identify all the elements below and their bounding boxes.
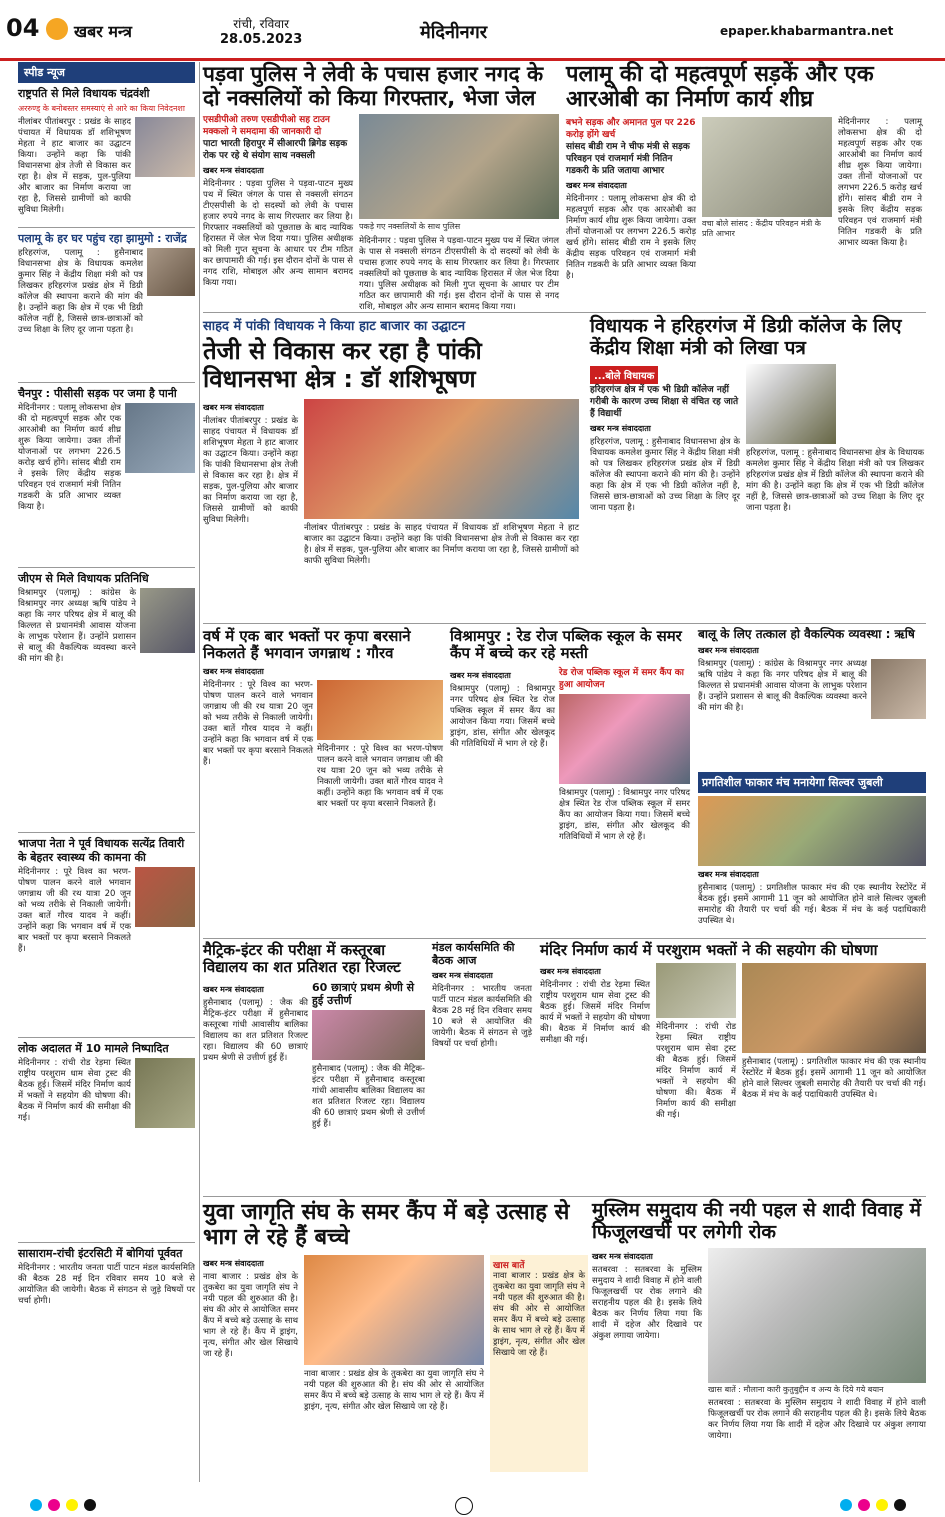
registration-dot [858,1499,870,1511]
page-header [0,0,945,61]
story-panki [203,316,583,621]
story-yuva-body: नावा बाजार : प्रखंड क्षेत्र के तुकबेरा का युवा जागृति संघ ने नयी पहल की शुरुआत की है। संघ की ओर से आयोजित समर कैंप में बच्चे बड़े उत्साह के साथ भाग ले रहे हैं। कैंप में ड्राइंग, नृत्य, संगीत और खेल सिखाये जा रहे हैं। [203,1271,298,1359]
story-mandal [432,942,532,1192]
brand-name: खबर मन्त्र [74,22,132,41]
registration-dot [48,1499,60,1511]
story-roads-caption: वचा बोले सांसद : केंद्रीय परिवहन मंत्री के प्रति आभार [702,218,821,238]
story-jubilee-photo-2 [742,963,926,1053]
registration-dot [876,1499,888,1511]
speed-item-title: भाजपा नेता ने पूर्व विधायक सत्येंद्र तिवारी के बेहतर स्वास्थ्य की कामना की [18,837,185,864]
story-college [590,316,926,621]
section-rule [203,1196,926,1197]
story-college-bullet: गरीबी के कारण उच्च शिक्षा से वंचित रह जाते हैं विद्यार्थी [590,396,739,419]
story-panki-headline: तेजी से विकास कर रहा है पांकी विधानसभा क्षेत्र : डॉ शशिभूषण [203,337,482,393]
story-muslim-body-cont: सतबरवा : सतबरवा के मुस्लिम समुदाय ने शादी विवाह में होने वाली फिजूलखर्ची पर रोक लगाने की सराहनीय पहल की है। इसके लिये बैठक कर निर्णय लिया गया कि शादी में दहेज और दिखावे पर अंकुश लगाया जायेगा। [708,1397,926,1441]
story-temple-headline: मंदिर निर्माण कार्य में परशुराम भक्तों ने की सहयोग की घोषणा [540,941,878,959]
section-rule [203,312,926,313]
speed-item-body: मेदिनीनगर : रांची रोड रेड़मा स्थित राष्ट्रीय परशुराम धाम सेवा ट्रस्ट की बैठक हुई। जिसमें मंदिर निर्माण कार्य में भक्तों ने सहयोग की घोषणा की। बैठक में निर्माण कार्य की समीक्षा की गई। [18,1058,131,1123]
date: 28.05.2023 [220,32,303,47]
story-balu-headline: बालू के लिए तत्काल हो वैकल्पिक व्यवस्था : ऋषि [698,627,915,641]
speed-item-body: हरिहरगंज, पलामू : हुसैनाबाद विधानसभा क्षेत्र के विधायक कमलेश कुमार सिंह ने केंद्रीय शिक्षा मंत्री को पत्र लिखकर हरिहरगंज प्रखंड क्षेत्र में डिग्री कॉलेज की स्थापना कराने की मांग की है। उन्होंने कहा कि क्षेत्र में एक भी डिग्री कॉलेज नहीं है, जिससे छात्र-छात्राओं को उच्च शिक्षा के लिए दूर जाना पड़ता है। [18,248,143,335]
story-jagannath-body: मेदिनीनगर : पूरे विश्व का भरण-पोषण पालन करने वाले भगवान जगन्नाथ जी की रथ यात्रा 20 जून को भव्य तरीके से निकाली जायेगी। उक्त बातें गौरव यादव ने कहीं। उन्होंने कहा कि भगवान वर्ष में एक बार भक्तों पर कृपा बरसाने निकलते हैं। [203,679,313,767]
story-roads-bullet: सांसद बीडी राम ने चीफ मंत्री से सड़क परिवहन एवं राजमार्ग मंत्री नितिन गडकरी के प्रति जताया आभार [566,141,690,176]
story-levy-body-cont: मेदिनीनगर : पड़वा पुलिस ने पड़वा-पाटन मुख्य पथ में स्थित जंगल के पास से नक्सली संगठन टीएसपीसी के दो सदस्यों को लेवी के पचास हजार रुपये नगद के साथ गिरफ्तार कर लिया है। गिरफ्तार नक्सलियों को पूछताछ के बाद न्यायिक हिरासत में जेल भेज दिया गया। पुलिस अधीक्षक को मिली गुप्त सूचना के आधार पर टीम गठित कर छापामारी की गई। इस दौरान दोनों के पास से नगद राशि, मोबाइल और अन्य सामान बरामद किया गया। [359,236,559,313]
story-muslim [592,1200,926,1485]
story-matric-headline: मैट्रिक-इंटर की परीक्षा में कस्तूरबा विद्यालय का शत प्रतिशत रहा रिजल्ट [203,941,401,977]
story-roads-body-cont: मेदिनीनगर : पलामू लोकसभा क्षेत्र की दो महत्वपूर्ण सड़क और एक आरओबी का निर्माण कार्य शीघ्र शुरू किया जायेगा। उक्त तीनों योजनाओं पर लगभग 226.5 करोड़ खर्च होंगे। सांसद बीडी राम ने इसके लिए केंद्रीय सड़क परिवहन एवं राजमार्ग मंत्री नितिन गडकरी के प्रति आभार व्यक्त किया है। [838,116,922,248]
speed-item [18,832,195,1037]
story-muslim-photo [708,1248,926,1383]
story-jagannath [203,628,443,933]
city-day: रांची, रविवार [233,17,289,31]
speed-item-title: पलामू के हर घर पहुंच रहा झामुमो : राजेंद्र [18,232,187,245]
byline: खबर मन्त्र संवाददाता [590,423,651,433]
speed-news-label: स्पीड न्यूज [18,62,195,83]
section-rule [203,938,926,939]
speed-item-body: नीलांबर पीतांबरपुर : प्रखंड के साहद पंचायत में विधायक डॉ शशिभूषण मेहता ने हाट बाजार का उद्घाटन किया। उन्होंने कहा कि पांकी विधानसभा क्षेत्र तेजी से विकास कर रहा है। क्षेत्र में सड़क, पुल-पुलिया और बाजार का निर्माण कराया जा रहा है, जिससे ग्रामीणों को काफी सुविधा मिलेगी। [18,117,131,215]
byline: खबर मन्त्र संवाददाता [432,971,493,981]
story-roads [566,62,926,310]
story-college-tag: ...बोले विधायक [590,366,658,384]
story-matric-body-cont: हुसैनाबाद (पलामू) : जैक की मैट्रिक-इंटर परीक्षा में हुसैनाबाद कस्तूरबा गांधी आवासीय बालिका विद्यालय का शत प्रतिशत रिजल्ट रहा। विद्यालय की 60 छात्राएं प्रथम श्रेणी से उत्तीर्ण हुई हैं। [312,1063,425,1129]
story-levy-body: मेदिनीनगर : पड़वा पुलिस ने पड़वा-पाटन मुख्य पथ में स्थित जंगल के पास से नक्सली संगठन टीएसपीसी के दो सदस्यों को लेवी के पचास हजार रुपये नगद के साथ गिरफ्तार कर लिया है। गिरफ्तार नक्सलियों को पूछताछ के बाद न्यायिक हिरासत में जेल भेज दिया गया। पुलिस अधीक्षक को मिली गुप्त सूचना के आधार पर टीम गठित कर छापामारी की गई। इस दौरान दोनों के पास से नगद राशि, मोबाइल और अन्य सामान बरामद किया गया। [203,179,353,289]
story-temple [540,942,926,1192]
byline: खबर मन्त्र संवाददाता [540,967,601,977]
story-jagannath-headline: वर्ष में एक बार भक्तों पर कृपा बरसाने निकलते हैं भगवान जगन्नाथ : गौरव [203,627,411,663]
speed-item-title: लोक अदालत में 10 मामले निष्पादित [18,1042,169,1055]
story-jubilee-headline: प्रगतिशील फाकार मंच मनायेगा सिल्वर जुबली [698,772,926,793]
registration-dot [894,1499,906,1511]
story-matric-photo [312,1010,425,1060]
speed-news-column [18,62,195,1482]
story-matric-body: हुसैनाबाद (पलामू) : जैक की मैट्रिक-इंटर परीक्षा में हुसैनाबाद कस्तूरबा गांधी आवासीय बालिका विद्यालय का शत प्रतिशत रिजल्ट रहा। विद्यालय की 60 छात्राएं प्रथम श्रेणी से उत्तीर्ण हुई हैं। [203,997,308,1063]
story-jagannath-body-cont: मेदिनीनगर : पूरे विश्व का भरण-पोषण पालन करने वाले भगवान जगन्नाथ जी की रथ यात्रा 20 जून को भव्य तरीके से निकाली जायेगी। उक्त बातें गौरव यादव ने कहीं। उन्होंने कहा कि भगवान वर्ष में एक बार भक्तों पर कृपा बरसाने निकलते हैं। [317,743,443,809]
speed-item [18,87,195,227]
registration-dot [66,1499,78,1511]
speed-item-title: राष्ट्रपति से मिले विधायक चंद्रवंशी [18,87,150,100]
byline: खबर मन्त्र संवाददाता [203,666,264,676]
speed-item-body: मेदिनीनगर : पलामू लोकसभा क्षेत्र की दो महत्वपूर्ण सड़क और एक आरओबी का निर्माण कार्य शीघ्र शुरू किया जायेगा। उक्त तीनों योजनाओं पर लगभग 226.5 करोड़ खर्च होंगे। सांसद बीडी राम ने इसके लिए केंद्रीय सड़क परिवहन एवं राजमार्ग मंत्री नितिन गडकरी के प्रति आभार व्यक्त किया है। [18,403,121,512]
story-jubilee-body-cont: हुसैनाबाद (पलामू) : प्रगतिशील फाकार मंच की एक स्थानीय रेस्टोरेंट में बैठक हुई। इसमें आगामी 11 जून को आयोजित होने वाले सिल्वर जुबली समारोह की तैयारी पर चर्चा की गई। बैठक में मंच के कई पदाधिकारी उपस्थित थे। [742,1057,926,1101]
byline: खबर मन्त्र संवाददाता [203,166,264,176]
story-rose-headline: विश्रामपुर : रेड रोज पब्लिक स्कूल के समर कैंप में बच्चे कर रहे मस्ती [450,627,682,663]
story-jubilee-body: हुसैनाबाद (पलामू) : प्रगतिशील फाकार मंच की एक स्थानीय रेस्टोरेंट में बैठक हुई। इसमें आगामी 11 जून को आयोजित होने वाले सिल्वर जुबली समारोह की तैयारी पर चर्चा की गई। बैठक में मंच के कई पदाधिकारी उपस्थित थे। [698,883,926,926]
story-matric [203,942,425,1192]
story-levy-bullet: पाटा भारती हिरापुर में सीआरपी ब्रिगेड सड़क रोक पर रहे थे संयोग साथ नक्सली [203,139,348,162]
story-panki-body-cont: नीलांबर पीतांबरपुर : प्रखंड के साहद पंचायत में विधायक डॉ शशिभूषण मेहता ने हाट बाजार का उद्घाटन किया। उन्होंने कहा कि पांकी विधानसभा क्षेत्र तेजी से विकास कर रहा है। क्षेत्र में सड़क, पुल-पुलिया और बाजार का निर्माण कराया जा रहा है, जिससे ग्रामीणों को काफी सुविधा मिलेगी। [304,523,579,567]
print-registration-marks [0,1491,945,1517]
story-balu [698,628,926,768]
speed-item [18,382,195,567]
story-muslim-headline: मुस्लिम समुदाय की नयी पहल से शादी विवाह में फिजूलखर्ची पर लगेगी रोक [592,1199,921,1243]
brand-logo-icon [46,18,68,40]
story-red-rose [450,628,690,933]
story-yuva-headline: युवा जागृति संघ के समर कैंप में बड़े उत्साह से भाग ले रहे हैं बच्चे [203,1200,570,1251]
story-yuva-sidebar-title: खास बातें [493,1260,525,1271]
story-jagannath-photo [317,680,443,740]
story-yuva [203,1200,588,1485]
story-college-bullet: हरिहरगंज क्षेत्र में एक भी डिग्री कॉलेज नहीं [590,384,729,395]
story-muslim-caption: खास बातें : मौलाना कारी कुतुबुद्दीन व अन्य के दिये गये बयान [708,1384,884,1394]
byline: खबर मन्त्र संवाददाता [450,670,511,680]
story-college-headline: विधायक ने हरिहरगंज में डिग्री कॉलेज के लिए केंद्रीय शिक्षा मंत्री को लिखा पत्र [590,315,902,359]
byline: खबर मन्त्र संवाददाता [203,984,264,994]
byline: खबर मन्त्र संवाददाता [203,1258,264,1268]
speed-item [18,1242,195,1507]
story-roads-body: मेदिनीनगर : पलामू लोकसभा क्षेत्र की दो महत्वपूर्ण सड़क और एक आरओबी का निर्माण कार्य शीघ्र शुरू किया जायेगा। उक्त तीनों योजनाओं पर लगभग 226.5 करोड़ खर्च होंगे। सांसद बीडी राम ने इसके लिए केंद्रीय सड़क परिवहन एवं राजमार्ग मंत्री नितिन गडकरी के प्रति आभार व्यक्त किया है। [566,193,696,281]
speed-item-body: विश्रामपुर (पलामू) : कांग्रेस के विश्रामपुर नगर अध्यक्ष ऋषि पांडेय ने कहा कि नगर परिषद क्षेत्र में बालू की किल्लत से प्रधानमंत्री आवास योजना के लाभुक परेशान हैं। उन्होंने प्रशासन से बालू की वैकल्पिक व्यवस्था करने की मांग की है। [18,588,136,664]
speed-item-photo [135,1058,195,1128]
page-number: 04 [6,14,40,42]
story-temple-photo [656,963,736,1018]
registration-dot [84,1499,96,1511]
story-yuva-body-cont: नावा बाजार : प्रखंड क्षेत्र के तुकबेरा का युवा जागृति संघ ने नयी पहल की शुरुआत की है। संघ की ओर से आयोजित समर कैंप में बच्चे बड़े उत्साह के साथ भाग ले रहे हैं। कैंप में ड्राइंग, नृत्य, संगीत और खेल सिखाये जा रहे हैं। [304,1368,484,1412]
story-roads-photo [702,117,832,217]
story-balu-photo [871,659,926,719]
story-rose-body-cont: विश्रामपुर (पलामू) : विश्रामपुर नगर परिषद क्षेत्र स्थित रेड रोज पब्लिक स्कूल में समर कैंप का आयोजन किया गया। जिसमें बच्चे ड्राइंग, डांस, संगीत और खेलकूद की गतिविधियों में भाग ले रहे हैं। [559,787,690,842]
byline: खबर मन्त्र संवाददाता [698,645,759,655]
story-college-photo [746,364,836,444]
speed-item [18,567,195,832]
column-rule [199,62,200,1482]
story-balu-body: विश्रामपुर (पलामू) : कांग्रेस के विश्रामपुर नगर अध्यक्ष ऋषि पांडेय ने कहा कि नगर परिषद क्षेत्र में बालू की किल्लत से प्रधानमंत्री आवास योजना के लाभुक परेशान हैं। उन्होंने प्रशासन से बालू की वैकल्पिक व्यवस्था करने की मांग की है। [698,658,867,713]
story-levy-caption: पकड़े गए नक्सलियों के साथ पुलिस [359,222,461,232]
byline: खबर मन्त्र संवाददाता [566,180,627,190]
story-panki-kicker: साहद में पांकी विधायक ने किया हाट बाजार का उद्घाटन [203,319,466,334]
speed-item-photo [125,403,195,473]
story-levy [203,62,559,313]
story-yuva-sidebar: नावा बाजार : प्रखंड क्षेत्र के तुकबेरा का युवा जागृति संघ ने नयी पहल की शुरुआत की है। संघ की ओर से आयोजित समर कैंप में बच्चे बड़े उत्साह के साथ भाग ले रहे हैं। कैंप में ड्राइंग, नृत्य, संगीत और खेल सिखाये जा रहे हैं। [493,1270,585,1358]
edition-name: मेदिनीनगर [420,22,488,43]
story-jubilee [698,772,926,937]
crosshair-icon [455,1497,473,1515]
story-levy-bullet: एसडीपीओ तरुण एसडीपीओ सह टाउन मक्कलो ने समदामा की जानकारी दो [203,115,330,138]
speed-item [18,1037,195,1242]
speed-item-body: मेदिनीनगर : भारतीय जनता पार्टी पाटन मंडल कार्यसमिति की बैठक 28 मई दिन रविवार समय 10 बजे से आयोजित की जायेगी। बैठक में संगठन से जुड़े विषयों पर चर्चा होगी। [18,1263,195,1306]
story-temple-body: मेदिनीनगर : रांची रोड रेड़मा स्थित राष्ट्रीय परशुराम धाम सेवा ट्रस्ट की बैठक हुई। जिसमें मंदिर निर्माण कार्य में भक्तों ने सहयोग की घोषणा की। बैठक में निर्माण कार्य की समीक्षा की गई। [540,980,650,1046]
speed-item-title: जीएम से मिले विधायक प्रतिनिधि [18,572,149,585]
story-matric-side: 60 छात्राएं प्रथम श्रेणी से हुई उत्तीर्ण [312,980,415,1007]
story-rose-photo [559,694,690,784]
speed-item-body: मेदिनीनगर : पूरे विश्व का भरण-पोषण पालन करने वाले भगवान जगन्नाथ जी की रथ यात्रा 20 जून को भव्य तरीके से निकाली जायेगी। उक्त बातें गौरव यादव ने कहीं। उन्होंने कहा कि भगवान वर्ष में एक बार भक्तों पर कृपा बरसाने निकलते हैं। [18,867,131,954]
story-mandal-body: मेदिनीनगर : भारतीय जनता पार्टी पाटन मंडल कार्यसमिति की बैठक 28 मई दिन रविवार समय 10 बजे से आयोजित की जायेगी। बैठक में संगठन से जुड़े विषयों पर चर्चा होगी। [432,984,532,1050]
story-mandal-headline: मंडल कार्यसमिति की बैठक आज [432,941,515,967]
story-panki-photo [304,399,579,519]
story-panki-body: नीलांबर पीतांबरपुर : प्रखंड के साहद पंचायत में विधायक डॉ शशिभूषण मेहता ने हाट बाजार का उद्घाटन किया। उन्होंने कहा कि पांकी विधानसभा क्षेत्र तेजी से विकास कर रहा है। क्षेत्र में सड़क, पुल-पुलिया और बाजार का निर्माण कराया जा रहा है, जिससे ग्रामीणों को काफी सुविधा मिलेगी। [203,416,298,526]
epaper-link[interactable]: epaper.khabarmantra.net [720,24,894,38]
section-rule [203,623,926,624]
story-roads-bullet: बभने सड़क और अमानत पुल पर 226 करोड़ होंगे खर्च [566,117,696,140]
speed-item-photo [135,117,195,177]
byline: खबर मन्त्र संवाददाता [592,1251,653,1261]
story-muslim-body: सतबरवा : सतबरवा के मुस्लिम समुदाय ने शादी विवाह में होने वाली फिजूलखर्ची पर रोक लगाने की सराहनीय पहल की है। इसके लिये बैठक कर निर्णय लिया गया कि शादी में दहेज और दिखावे पर अंकुश लगाया जायेगा। [592,1264,702,1341]
story-college-body: हरिहरगंज, पलामू : हुसैनाबाद विधानसभा क्षेत्र के विधायक कमलेश कुमार सिंह ने केंद्रीय शिक्षा मंत्री को पत्र लिखकर हरिहरगंज प्रखंड क्षेत्र में डिग्री कॉलेज की स्थापना कराने की मांग की है। उन्होंने कहा कि क्षेत्र में एक भी डिग्री कॉलेज नहीं है, जिससे छात्र-छात्राओं को उच्च शिक्षा के लिए दूर जाना पड़ता है। [590,436,740,513]
speed-item-photo [135,867,195,927]
story-college-body-cont: हरिहरगंज, पलामू : हुसैनाबाद विधानसभा क्षेत्र के विधायक कमलेश कुमार सिंह ने केंद्रीय शिक्षा मंत्री को पत्र लिखकर हरिहरगंज प्रखंड क्षेत्र में डिग्री कॉलेज की स्थापना कराने की मांग की है। उन्होंने कहा कि क्षेत्र में एक भी डिग्री कॉलेज नहीं है, जिससे छात्र-छात्राओं को उच्च शिक्षा के लिए दूर जाना पड़ता है। [746,447,924,513]
speed-item-sub: अररुण्ड् के बनोबस्तर समस्याएं से आरे का किया निवेदनशा [18,104,185,113]
speed-item-photo [147,248,195,296]
story-levy-photo [359,114,559,219]
story-rose-body: विश्रामपुर (पलामू) : विश्रामपुर नगर परिषद क्षेत्र स्थित रेड रोज पब्लिक स्कूल में समर कैंप का आयोजन किया गया। जिसमें बच्चे ड्राइंग, डांस, संगीत और खेलकूद की गतिविधियों में भाग ले रहे हैं। [450,683,555,749]
story-roads-headline: पलामू की दो महत्वपूर्ण सड़कें और एक आरओबी का निर्माण कार्य शीघ्र [566,62,874,113]
speed-item-title: चैनपुर : पीसीसी सड़क पर जमा है पानी [18,387,177,400]
story-levy-headline: पड़वा पुलिस ने लेवी के पचास हजार नगद के दो नक्सलियों को किया गिरफ्तार, भेजा जेल [203,62,544,111]
dateline [220,16,302,48]
speed-item-title: सासाराम-रांची इंटरसिटी में बोगियां पूर्ववत [18,1247,183,1260]
story-temple-body-cont: मेदिनीनगर : रांची रोड रेड़मा स्थित राष्ट्रीय परशुराम धाम सेवा ट्रस्ट की बैठक हुई। जिसमें मंदिर निर्माण कार्य में भक्तों ने सहयोग की घोषणा की। बैठक में निर्माण कार्य की समीक्षा की गई। [656,1022,736,1121]
story-jubilee-photo [698,796,926,866]
byline: खबर मन्त्र संवाददाता [698,870,759,879]
speed-item [18,227,195,382]
byline: खबर मन्त्र संवाददाता [203,403,264,413]
registration-dot [840,1499,852,1511]
story-yuva-photo [304,1255,484,1365]
story-rose-bullet: रेड रोज पब्लिक स्कूल में समर कैंप का हुआ आयोजन [559,667,685,690]
speed-item-photo [140,588,195,653]
registration-dot [30,1499,42,1511]
